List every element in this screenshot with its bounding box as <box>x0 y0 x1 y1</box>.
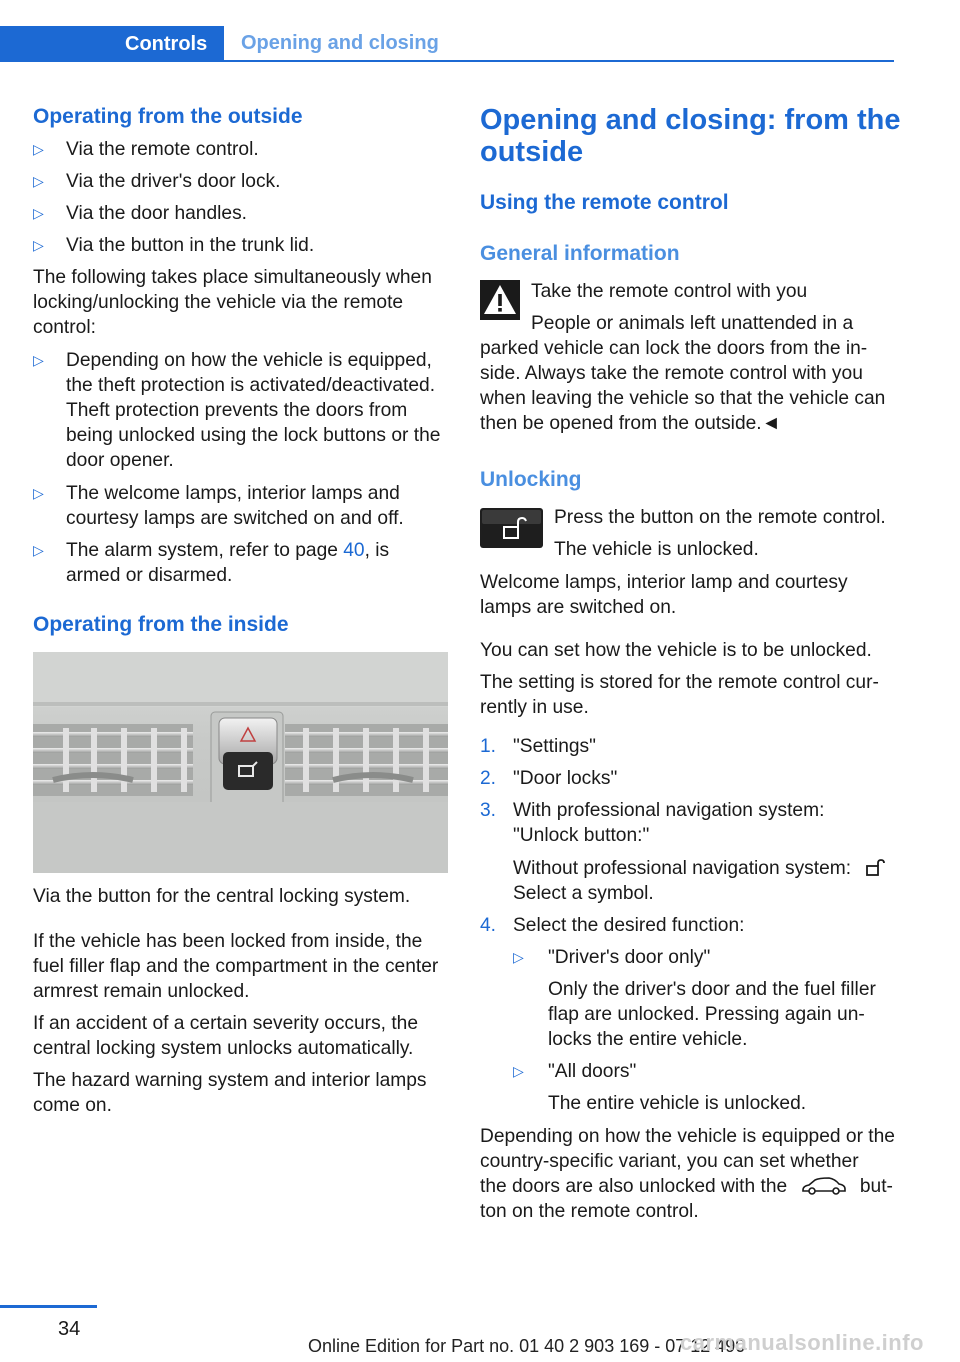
edition-text: Online Edition for Part no. 01 40 2 903 169 - 07 12 490 <box>308 1336 746 1356</box>
warning-title: Take the remote control with you <box>531 281 808 302</box>
central-locking-photo <box>33 652 448 873</box>
triangle-bullet-icon: ▷ <box>33 237 44 253</box>
photo-caption: Via the button for the central locking system. <box>33 886 411 907</box>
triangle-bullet-icon: ▷ <box>33 542 44 558</box>
triangle-bullet-icon: ▷ <box>33 173 44 189</box>
paragraph: Welcome lamps, interior lamp and courtesy lamps are switched on. <box>480 572 848 618</box>
paragraph: The hazard warning system and interior lamps come on. <box>33 1070 427 1116</box>
warning-triangle-icon <box>480 280 520 320</box>
header-rule <box>224 60 894 62</box>
car-symbol-icon <box>801 1176 847 1196</box>
dashboard-vents-image <box>33 652 448 873</box>
triangle-bullet-icon: ▷ <box>513 949 524 965</box>
page-number: 34 <box>58 1318 81 1340</box>
paragraph: If the vehicle has been locked from inside, the fuel filler flap and the compartment in the center armrest remain unlocked. <box>33 931 439 1002</box>
heading-unlocking: Unlocking <box>480 468 582 491</box>
unlock-instruction: Press the button on the remote control. <box>554 507 886 528</box>
triangle-bullet-icon: ▷ <box>33 352 44 368</box>
watermark: carmanualsonline.info <box>680 1330 924 1355</box>
heading-inside: Operating from the inside <box>33 613 289 636</box>
triangle-bullet-icon: ▷ <box>33 141 44 157</box>
section-tab[interactable]: Controls <box>0 26 224 62</box>
triangle-bullet-icon: ▷ <box>513 1063 524 1079</box>
heading-general: General information <box>480 242 680 265</box>
heading-remote: Using the remote control <box>480 191 729 214</box>
unlock-result: The vehicle is unlocked. <box>554 539 759 560</box>
paragraph: If an accident of a certain severity occurs, the central locking system unlocks automatically. <box>33 1013 419 1059</box>
unlock-button-icon <box>480 508 543 548</box>
simultaneous-paragraph: The following takes place simultaneously when locking/unlocking the vehicle via the remote control: <box>33 267 432 338</box>
page-link[interactable]: 40 <box>343 540 365 561</box>
warning-text: parked vehicle can lock the doors from the in‐ side. Always take the remote control with you when leaving the vehicle so that the vehicle can then be opened from the outside.◄ <box>480 338 886 434</box>
paragraph: The setting is stored for the remote control cur‐ rently in use. <box>480 672 879 718</box>
subsection-title[interactable]: Opening and closing <box>241 32 439 54</box>
paragraph: Depending on how the vehicle is equipped or the country-specific variant, you can set whether the doors are also unlocked with the but‐ ton on the remote control. <box>480 1126 895 1222</box>
footer-rule <box>0 1305 97 1308</box>
triangle-bullet-icon: ▷ <box>33 485 44 501</box>
triangle-bullet-icon: ▷ <box>33 205 44 221</box>
warning-line: People or animals left unattended in a <box>531 313 854 334</box>
paragraph: You can set how the vehicle is to be unlocked. <box>480 640 872 661</box>
main-heading: Opening and closing: from the outside <box>480 104 901 168</box>
unlock-symbol-icon <box>864 859 886 877</box>
page-header <box>0 26 894 62</box>
heading-outside: Operating from the outside <box>33 105 303 128</box>
